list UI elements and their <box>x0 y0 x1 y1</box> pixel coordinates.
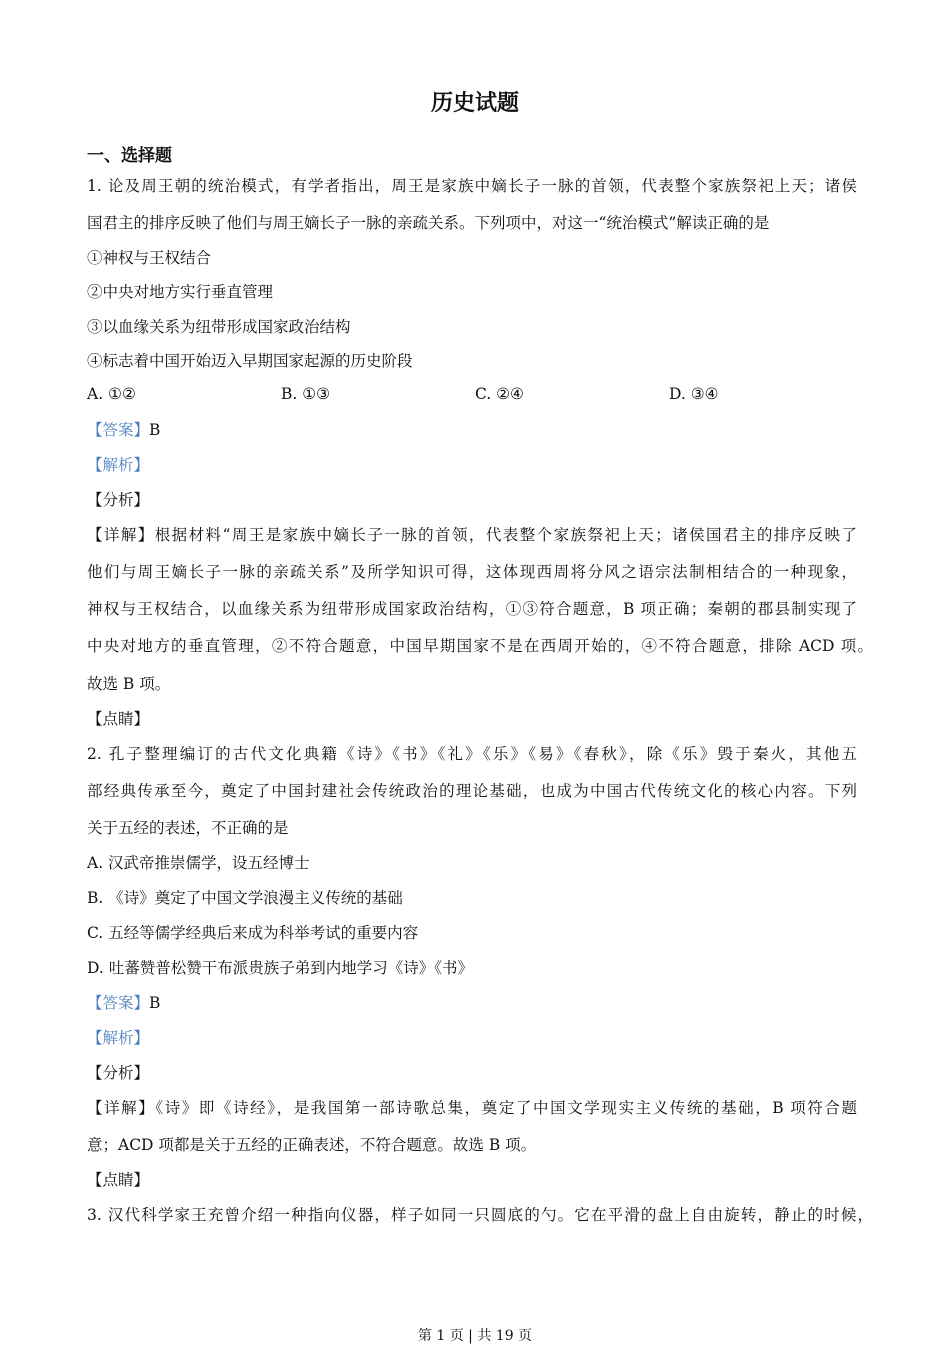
detail-text: 中央对地方的垂直管理，②不符合题意，中国早期国家不是在西周开始的，④不符合题意，排除 ACD 项。 <box>87 637 873 655</box>
analysis-label: 【解析】 <box>87 456 150 474</box>
option-c: C. ②④ <box>475 385 524 403</box>
section-heading: 一、选择题 <box>87 146 172 166</box>
dianjing-label: 【点睛】 <box>87 710 150 728</box>
answer-label: 【答案】 <box>87 421 150 439</box>
option-a: A. 汉武帝推崇儒学，设五经博士 <box>87 854 310 872</box>
question-text: 2. 孔子整理编订的古代文化典籍《诗》《书》《礼》《乐》《易》《春秋》，除《乐》毁于秦火，其他五 <box>87 745 857 763</box>
option-c: C. 五经等儒学经典后来成为科举考试的重要内容 <box>87 924 419 942</box>
statement: ②中央对地方实行垂直管理 <box>87 283 274 301</box>
answer-value: B <box>149 421 161 439</box>
statement: ③以血缘关系为纽带形成国家政治结构 <box>87 318 351 336</box>
question-text: 部经典传承至今，奠定了中国封建社会传统政治的理论基础，也成为中国古代传统文化的核心内容。下列 <box>87 782 857 800</box>
page-title: 历史试题 <box>430 91 519 116</box>
detail-text: 【详解】《诗》即《诗经》，是我国第一部诗歌总集，奠定了中国文学现实主义传统的基础，B 项符合题 <box>87 1099 857 1117</box>
fenxi-label: 【分析】 <box>87 491 150 509</box>
statement: ①神权与王权结合 <box>87 249 212 267</box>
option-d: D. ③④ <box>669 385 719 403</box>
page-footer: 第 1 页 | 共 19 页 <box>417 1328 533 1344</box>
detail-text: 【详解】根据材料“周王是家族中嫡长子一脉的首领，代表整个家族祭祀上天；诸侯国君主的排序反映了 <box>87 526 857 544</box>
detail-text: 故选 B 项。 <box>87 675 171 693</box>
answer-label: 【答案】 <box>87 994 150 1012</box>
dianjing-label: 【点睛】 <box>87 1171 150 1189</box>
fenxi-label: 【分析】 <box>87 1064 150 1082</box>
detail-text: 神权与王权结合，以血缘关系为纽带形成国家政治结构，①③符合题意，B 项正确；秦朝的郡县制实现了 <box>87 600 857 618</box>
option-d: D. 吐蕃赞普松赞干布派贵族子弟到内地学习《诗》《书》 <box>87 959 473 977</box>
question-text: 3. 汉代科学家王充曾介绍一种指向仪器，样子如同一只圆底的勺。它在平滑的盘上自由旋转，静止的时候， <box>87 1206 873 1224</box>
statement: ④标志着中国开始迈入早期国家起源的历史阶段 <box>87 352 413 370</box>
answer <box>87 420 160 440</box>
answer <box>87 993 160 1013</box>
option-b: B. ①③ <box>281 385 331 403</box>
detail-text: 意；ACD 项都是关于五经的正确表述，不符合题意。故选 B 项。 <box>87 1136 537 1154</box>
detail-text: 他们与周王嫡长子一脉的亲疏关系”及所学知识可得，这体现西周将分风之语宗法制相结合的一种现象， <box>87 563 857 581</box>
question-text: 1. 论及周王朝的统治模式，有学者指出，周王是家族中嫡长子一脉的首领，代表整个家族祭祀上天；诸侯 <box>87 177 857 195</box>
analysis-label: 【解析】 <box>87 1029 150 1047</box>
option-b: B. 《诗》奠定了中国文学浪漫主义传统的基础 <box>87 889 403 907</box>
answer-value: B <box>149 994 161 1012</box>
option-a: A. ①② <box>87 385 136 403</box>
question-text: 国君主的排序反映了他们与周王嫡长子一脉的亲疏关系。下列项中，对这一“统治模式”解读正确的是 <box>87 214 770 232</box>
question-text: 关于五经的表述，不正确的是 <box>87 819 289 837</box>
